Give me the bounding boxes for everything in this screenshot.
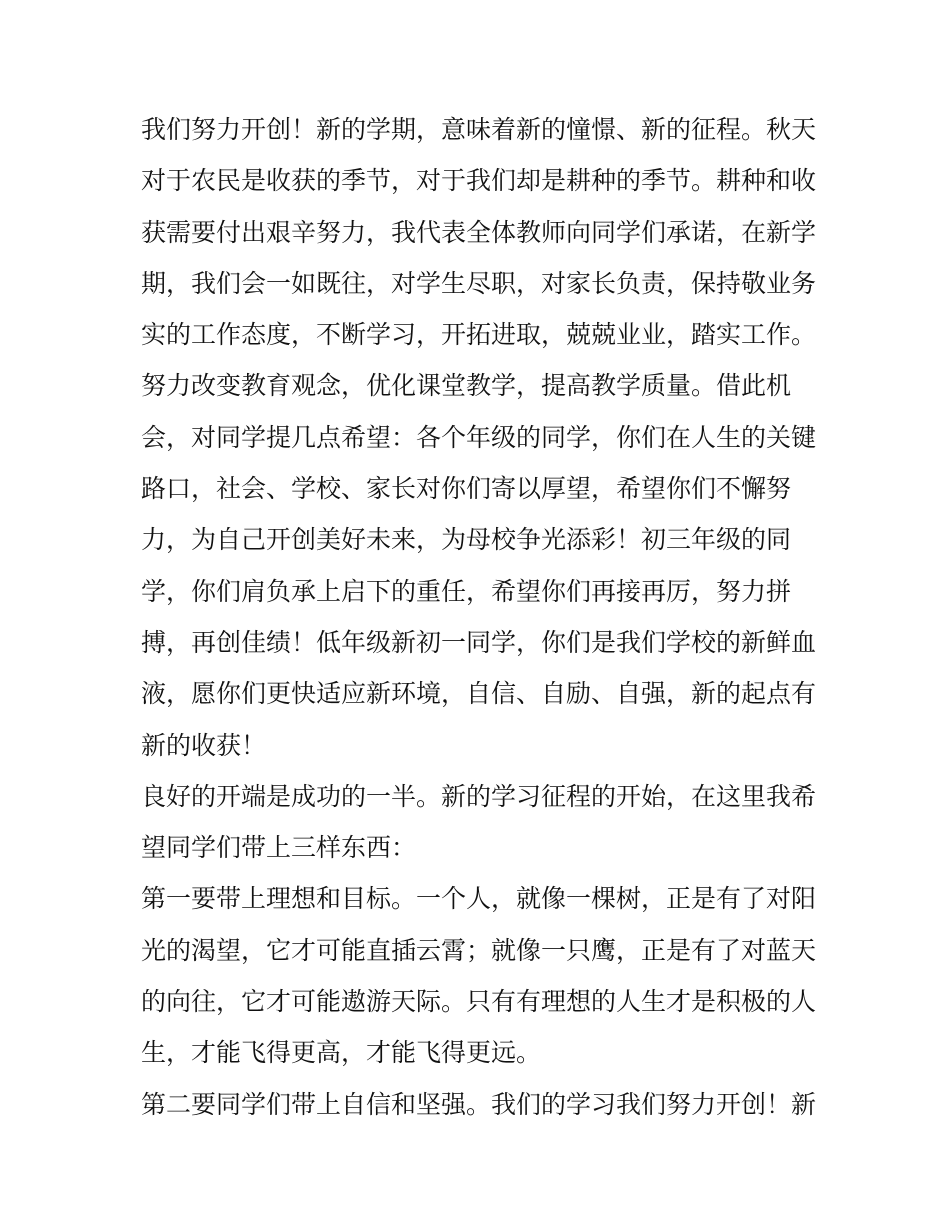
- text-line: 新的收获！: [141, 730, 267, 760]
- text-line: 对于农民是收获的季节，对于我们却是耕种的季节。耕种和收: [141, 166, 817, 196]
- text-line: 学，你们肩负承上启下的重任，希望你们再接再厉，努力拼: [141, 576, 792, 606]
- text-line: 生，才能飞得更高，才能飞得更远。: [141, 1038, 542, 1068]
- text-line: 搏，再创佳绩！低年级新初一同学，你们是我们学校的新鲜血: [141, 627, 817, 657]
- text-line: 良好的开端是成功的一半。新的学习征程的开始，在这里我希: [141, 781, 817, 811]
- text-line: 实的工作态度，不断学习，开拓进取，兢兢业业，踏实工作。: [141, 320, 817, 350]
- text-line: 获需要付出艰辛努力，我代表全体教师向同学们承诺，在新学: [141, 217, 817, 247]
- text-line: 光的渴望，它才可能直插云霄；就像一只鹰，正是有了对蓝天: [141, 935, 817, 965]
- body-text: [141, 104, 821, 1130]
- text-line: 的向往，它才可能遨游天际。只有有理想的人生才是积极的人: [141, 987, 817, 1017]
- text-line: 第二要同学们带上自信和坚强。我们的学习我们努力开创！新: [141, 1089, 817, 1119]
- text-line: 努力改变教育观念，优化课堂教学，提高教学质量。借此机: [141, 371, 792, 401]
- text-line: 会，对同学提几点希望：各个年级的同学，你们在人生的关键: [141, 422, 817, 452]
- text-line: 力，为自己开创美好未来，为母校争光添彩！初三年级的同: [141, 525, 792, 555]
- text-line: 期，我们会一如既往，对学生尽职，对家长负责，保持敬业务: [141, 268, 817, 298]
- text-line: 我们努力开创！新的学期，意味着新的憧憬、新的征程。秋天: [141, 115, 817, 144]
- text-line: 路口，社会、学校、家长对你们寄以厚望，希望你们不懈努: [141, 474, 792, 504]
- text-line: 液，愿你们更快适应新环境，自信、自励、自强，新的起点有: [141, 679, 817, 709]
- text-line: 第一要带上理想和目标。一个人，就像一棵树，正是有了对阳: [141, 884, 817, 914]
- text-line: 望同学们带上三样东西：: [141, 833, 417, 863]
